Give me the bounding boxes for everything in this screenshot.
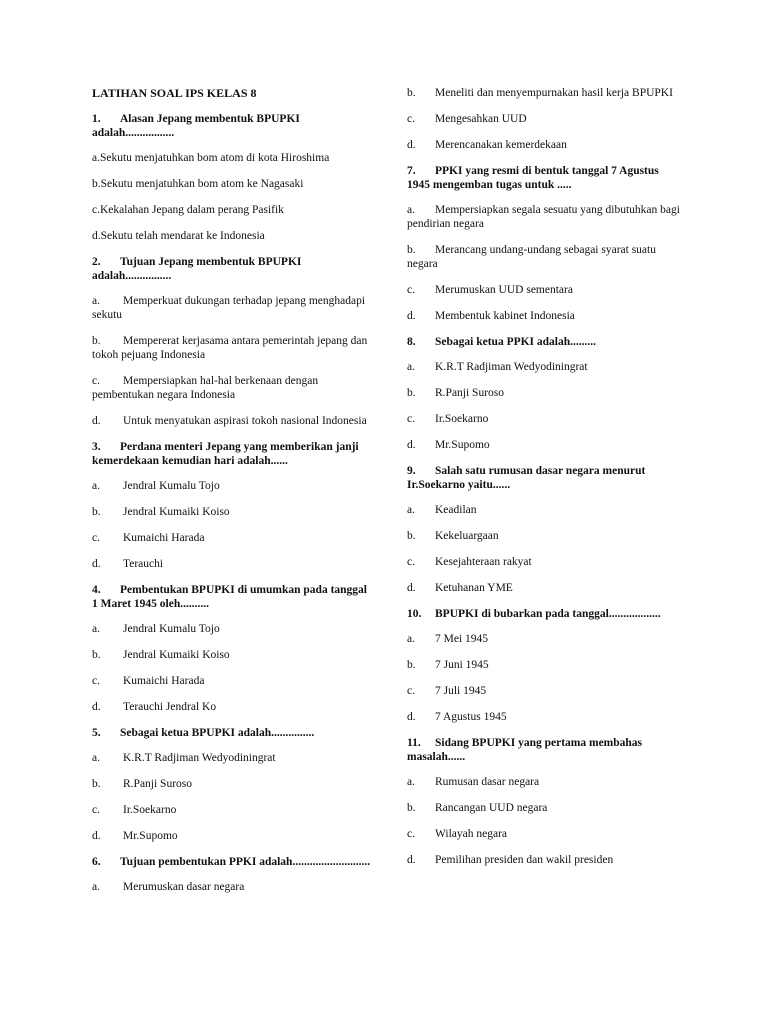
option-d: [407, 581, 682, 595]
question-4: [92, 583, 372, 611]
option-letter: c.: [407, 113, 415, 125]
option-text: 7 Agustus 1945: [435, 711, 507, 723]
option-letter: c.: [407, 685, 415, 697]
option-c: [407, 112, 682, 126]
option-c: c.Kekalahan Jepang dalam perang Pasifik: [92, 204, 284, 216]
option-text: Mengesahkan UUD: [435, 113, 527, 125]
option-c: [92, 374, 372, 402]
option-text: Jendral Kumalu Tojo: [123, 623, 220, 635]
option-b: [92, 648, 372, 662]
option-letter: b.: [407, 802, 416, 814]
option-text: Pemilihan presiden dan wakil presiden: [435, 854, 614, 866]
question-10: [407, 607, 682, 621]
option-text: Merumuskan dasar negara: [123, 881, 245, 893]
option-a: [407, 203, 682, 231]
option-text: Ir.Soekarno: [123, 804, 177, 816]
question-number: 10.: [407, 608, 422, 620]
option-letter: a.: [92, 881, 100, 893]
option-b: [92, 505, 372, 519]
option-text: Untuk menyatukan aspirasi tokoh nasional Indonesia: [123, 415, 367, 427]
option-d: [407, 853, 682, 867]
option-c: [407, 827, 682, 841]
option-text: 7 Juli 1945: [435, 685, 487, 697]
option-c: [407, 555, 682, 569]
option-b: [407, 86, 682, 100]
question-text: PPKI yang resmi di bentuk tanggal 7 Agustus 1945 mengemban tugas untuk .....: [407, 165, 659, 191]
option-letter: a.: [92, 480, 100, 492]
question-number: 11.: [407, 737, 421, 749]
question-number: 9.: [407, 465, 416, 477]
option-d: [92, 557, 372, 571]
option-text: Mempersiapkan hal-hal berkenaan dengan pembentukan negara Indonesia: [92, 375, 319, 401]
question-text: Tujuan Jepang membentuk BPUPKI adalah................: [92, 256, 302, 282]
option-letter: d.: [92, 830, 101, 842]
option-text: Kesejahteraan rakyat: [435, 556, 532, 568]
option-d: [92, 700, 372, 714]
option-text: Merancang undang-undang sebagai syarat suatu negara: [407, 244, 656, 270]
option-text: Terauchi Jendral Ko: [123, 701, 217, 713]
option-text: K.R.T Radjiman Wedyodiningrat: [123, 752, 276, 764]
option-a: [407, 775, 682, 789]
option-b: [92, 334, 372, 362]
option-letter: b.: [92, 778, 101, 790]
question-text: Perdana menteri Jepang yang memberikan janji kemerdekaan kemudian hari adalah......: [92, 441, 359, 467]
question-text: Sebagai ketua BPUPKI adalah...............: [120, 727, 315, 739]
question-number: 2.: [92, 256, 101, 268]
option-a: [407, 632, 682, 646]
question-text: Salah satu rumusan dasar negara menurut Ir.Soekarno yaitu......: [407, 465, 646, 491]
question-2: [92, 255, 372, 283]
option-letter: d.: [407, 139, 416, 151]
option-a: [92, 294, 372, 322]
option-letter: d.: [407, 711, 416, 723]
option-d: [92, 414, 372, 428]
option-letter: d.: [407, 582, 416, 594]
question-text: Sidang BPUPKI yang pertama membahas masalah......: [407, 737, 643, 763]
question-number: 6.: [92, 856, 101, 868]
option-letter: c.: [407, 828, 415, 840]
option-a: [407, 360, 682, 374]
option-d: [407, 309, 682, 323]
option-b: [407, 243, 682, 271]
question-text: Tujuan pembentukan PPKI adalah...........................: [120, 856, 371, 868]
option-letter: c.: [92, 804, 100, 816]
option-letter: c.: [407, 556, 415, 568]
option-letter: d.: [407, 310, 416, 322]
option-letter: b.: [407, 87, 416, 99]
option-text: R.Panji Suroso: [435, 387, 505, 399]
option-c: [407, 684, 682, 698]
question-number: 3.: [92, 441, 101, 453]
option-text: Wilayah negara: [435, 828, 508, 840]
option-a: [92, 622, 372, 636]
document-title: LATIHAN SOAL IPS KELAS 8: [92, 86, 257, 100]
question-9: [407, 464, 682, 492]
option-a: [92, 880, 372, 894]
left-column: [92, 86, 372, 906]
option-letter: a.: [92, 752, 100, 764]
option-text: Ir.Soekarno: [435, 413, 489, 425]
question-text: Sebagai ketua PPKI adalah.........: [435, 336, 597, 348]
option-text: 7 Juni 1945: [435, 659, 489, 671]
option-text: Rumusan dasar negara: [435, 776, 540, 788]
option-text: Mr.Supomo: [435, 439, 490, 451]
option-letter: b.: [407, 387, 416, 399]
option-letter: d.: [92, 415, 101, 427]
option-b: [407, 801, 682, 815]
option-letter: a.: [407, 776, 415, 788]
option-text: Mempererat kerjasama antara pemerintah jepang dan tokoh pejuang Indonesia: [92, 335, 368, 361]
option-letter: d.: [92, 701, 101, 713]
question-text: BPUPKI di bubarkan pada tanggal..................: [435, 608, 661, 620]
option-letter: b.: [92, 649, 101, 661]
option-letter: a.: [92, 295, 100, 307]
option-letter: d.: [92, 558, 101, 570]
option-text: Mr.Supomo: [123, 830, 178, 842]
option-text: Kumaichi Harada: [123, 532, 205, 544]
option-b: b.Sekutu menjatuhkan bom atom ke Nagasaki: [92, 178, 304, 190]
option-c: [92, 674, 372, 688]
option-a: [92, 751, 372, 765]
option-d: [407, 438, 682, 452]
option-text: Terauchi: [123, 558, 164, 570]
option-text: Jendral Kumaiki Koiso: [123, 649, 230, 661]
question-number: 5.: [92, 727, 101, 739]
option-text: 7 Mei 1945: [435, 633, 489, 645]
question-1: [92, 112, 372, 140]
option-a: [92, 479, 372, 493]
option-d: d.Sekutu telah mendarat ke Indonesia: [92, 230, 265, 242]
option-letter: b.: [92, 506, 101, 518]
question-text: Alasan Jepang membentuk BPUPKI adalah.................: [92, 113, 300, 139]
option-letter: c.: [92, 532, 100, 544]
option-letter: a.: [407, 633, 415, 645]
option-d: [92, 829, 372, 843]
option-letter: c.: [407, 284, 415, 296]
option-text: Membentuk kabinet Indonesia: [435, 310, 575, 322]
option-letter: a.: [407, 204, 415, 216]
option-letter: b.: [407, 530, 416, 542]
option-letter: c.: [92, 675, 100, 687]
option-text: Ketuhanan YME: [435, 582, 513, 594]
question-3: [92, 440, 372, 468]
option-c: [407, 283, 682, 297]
question-6: [92, 855, 372, 869]
option-letter: a.: [407, 361, 415, 373]
option-text: Kumaichi Harada: [123, 675, 205, 687]
option-letter: b.: [407, 659, 416, 671]
question-8: [407, 335, 682, 349]
option-text: Merencanakan kemerdekaan: [435, 139, 567, 151]
option-letter: a.: [407, 504, 415, 516]
option-b: [407, 529, 682, 543]
option-letter: d.: [407, 854, 416, 866]
option-b: [407, 386, 682, 400]
option-text: Merumuskan UUD sementara: [435, 284, 573, 296]
option-a: a.Sekutu menjatuhkan bom atom di kota Hiroshima: [92, 152, 330, 164]
option-text: Memperkuat dukungan terhadap jepang menghadapi sekutu: [92, 295, 366, 321]
question-text: Pembentukan BPUPKI di umumkan pada tanggal 1 Maret 1945 oleh..........: [92, 584, 367, 610]
option-letter: b.: [92, 335, 101, 347]
question-7: [407, 164, 682, 192]
option-letter: b.: [407, 244, 416, 256]
question-number: 1.: [92, 113, 101, 125]
option-letter: d.: [407, 439, 416, 451]
option-d: [407, 710, 682, 724]
option-text: Jendral Kumalu Tojo: [123, 480, 220, 492]
option-text: Mempersiapkan segala sesuatu yang dibutuhkan bagi pendirian negara: [407, 204, 680, 230]
question-number: 4.: [92, 584, 101, 596]
question-number: 7.: [407, 165, 416, 177]
option-text: Kekeluargaan: [435, 530, 499, 542]
question-11: [407, 736, 682, 764]
option-b: [407, 658, 682, 672]
question-5: [92, 726, 372, 740]
option-c: [407, 412, 682, 426]
option-text: K.R.T Radjiman Wedyodiningrat: [435, 361, 588, 373]
option-letter: c.: [92, 375, 100, 387]
option-letter: a.: [92, 623, 100, 635]
option-b: [92, 777, 372, 791]
option-text: Meneliti dan menyempurnakan hasil kerja BPUPKI: [435, 87, 673, 99]
option-c: [92, 531, 372, 545]
question-number: 8.: [407, 336, 416, 348]
option-text: Jendral Kumaiki Koiso: [123, 506, 230, 518]
option-a: [407, 503, 682, 517]
option-letter: c.: [407, 413, 415, 425]
option-text: Keadilan: [435, 504, 477, 516]
right-column: [407, 86, 682, 879]
option-text: R.Panji Suroso: [123, 778, 193, 790]
option-text: Rancangan UUD negara: [435, 802, 548, 814]
option-c: [92, 803, 372, 817]
option-d: [407, 138, 682, 152]
